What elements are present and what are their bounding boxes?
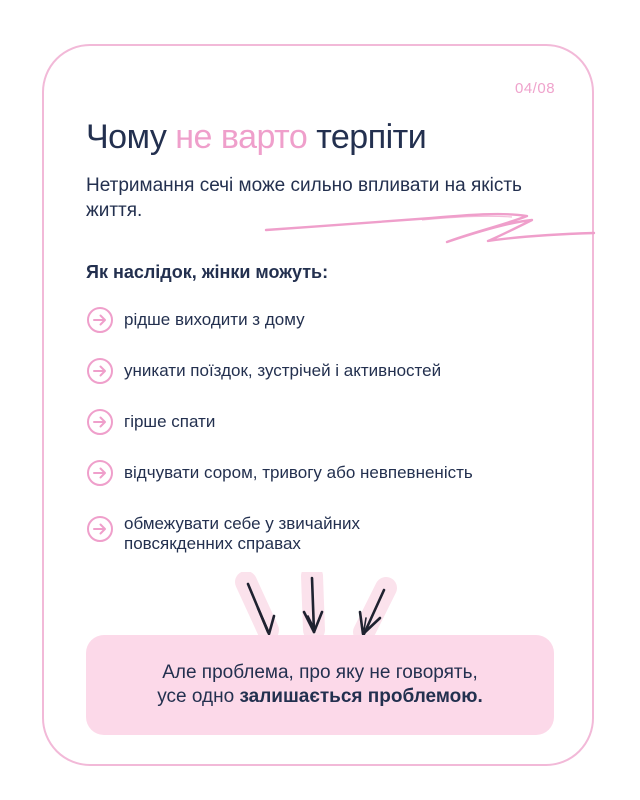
section-heading: Як наслідок, жінки можуть: xyxy=(86,262,329,282)
subtitle: Нетримання сечі може сильно впливати на якість життя. xyxy=(86,175,522,221)
title-part-2: терпіти xyxy=(307,118,427,156)
list-item-text: відчувати сором, тривогу або невпевненість xyxy=(124,463,473,482)
list-item-text: рідше виходити з дому xyxy=(124,310,305,329)
arrow-right-circle-icon xyxy=(86,357,114,385)
list-item-text: уникати поїздок, зустрічей і активностей xyxy=(124,361,442,380)
squiggle-decoration-icon xyxy=(262,208,598,250)
arrow-right-circle-icon xyxy=(86,306,114,334)
list-item xyxy=(86,459,473,487)
list-item xyxy=(86,510,424,554)
hand-drawn-arrows-icon xyxy=(228,572,408,642)
title-part-1: Чому xyxy=(86,118,176,156)
arrow-right-circle-icon xyxy=(86,515,114,543)
list-item xyxy=(86,357,441,385)
callout-line-2 xyxy=(157,685,483,709)
arrow-right-circle-icon xyxy=(86,408,114,436)
callout-line-2-prefix: усе одно xyxy=(157,686,240,707)
list-item xyxy=(86,306,305,334)
callout-line-1: Але проблема, про яку не говорять, xyxy=(162,662,478,683)
list-item-text: обмежувати себе у звичайних повсякденних справах xyxy=(124,514,360,553)
page-number: 04/08 xyxy=(515,80,556,97)
title-accent: не варто xyxy=(175,118,308,156)
list-item xyxy=(86,408,215,436)
list-item-text: гірше спати xyxy=(124,412,216,431)
callout-emphasis: залишається проблемою. xyxy=(239,686,483,707)
arrow-right-circle-icon xyxy=(86,459,114,487)
page-title xyxy=(86,118,426,157)
callout-box xyxy=(86,635,554,735)
